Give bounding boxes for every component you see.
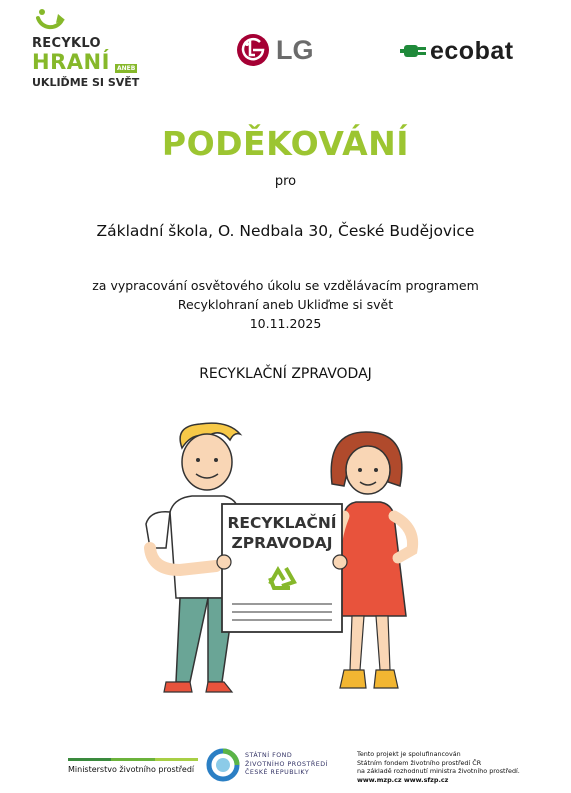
sfzp-line-1: STÁTNÍ FOND — [245, 752, 293, 760]
note-line-1: Tento projekt je spolufinancován — [357, 750, 461, 758]
project-name: RECYKLAČNÍ ZPRAVODAJ — [199, 366, 372, 382]
note-line-3: na základě rozhodnutí ministra životního prostředí. — [357, 767, 520, 776]
logo-line-recyklo: RECYKLO — [32, 36, 101, 51]
certificate-pro: pro — [274, 174, 297, 189]
sfzp-line-2: ŽIVOTNÍHO PROSTŘEDÍ — [245, 760, 328, 768]
plug-icon — [400, 38, 428, 64]
lg-face-icon — [236, 33, 270, 67]
certificate-date: 10.11.2025 — [249, 316, 322, 331]
note-line-2: Státním fondem životního prostředí ČR — [357, 758, 482, 767]
description-line-1: za vypracování osvětového úkolu se vzdělávacím programem — [92, 278, 479, 293]
cofinancing-note — [357, 750, 520, 784]
sign-line-2: ZPRAVODAJ — [231, 534, 333, 552]
description-line-2: Recyklohraní aneb Ukliďme si svět — [177, 297, 394, 312]
school-name: Základní škola, O. Nedbala 30, České Budějovice — [96, 222, 475, 240]
logo-line-uklidme: UKLIĎME SI SVĚT — [32, 76, 140, 89]
recycle-arrow-icon — [32, 8, 68, 34]
sfzp-circle-icon — [206, 748, 240, 782]
ecobat-logo — [400, 36, 514, 66]
mzp-color-bar — [68, 758, 198, 761]
ecobat-wordmark: ecobat — [430, 36, 514, 65]
logo-line-hrani: HRANÍ — [32, 50, 110, 74]
certificate-description — [0, 276, 571, 333]
children-holding-sign-illustration — [130, 420, 450, 695]
sign-line-1: RECYKLAČNÍ — [227, 514, 337, 532]
lg-wordmark: LG — [276, 34, 314, 65]
sfzp-logo — [206, 748, 328, 782]
sign-board — [217, 504, 347, 632]
sfzp-text — [245, 752, 328, 778]
recyklohrani-logo — [24, 8, 144, 88]
sfzp-line-3: ČESKÉ REPUBLIKY — [245, 769, 310, 777]
mzp-text: Ministerstvo životního prostředí — [68, 765, 195, 774]
lg-logo — [236, 32, 314, 68]
logo-aneb: ANEB — [117, 65, 136, 72]
mzp-logo — [68, 758, 198, 774]
certificate-title: PODĚKOVÁNÍ — [161, 124, 410, 163]
note-websites: www.mzp.cz www.sfzp.cz — [357, 775, 449, 784]
